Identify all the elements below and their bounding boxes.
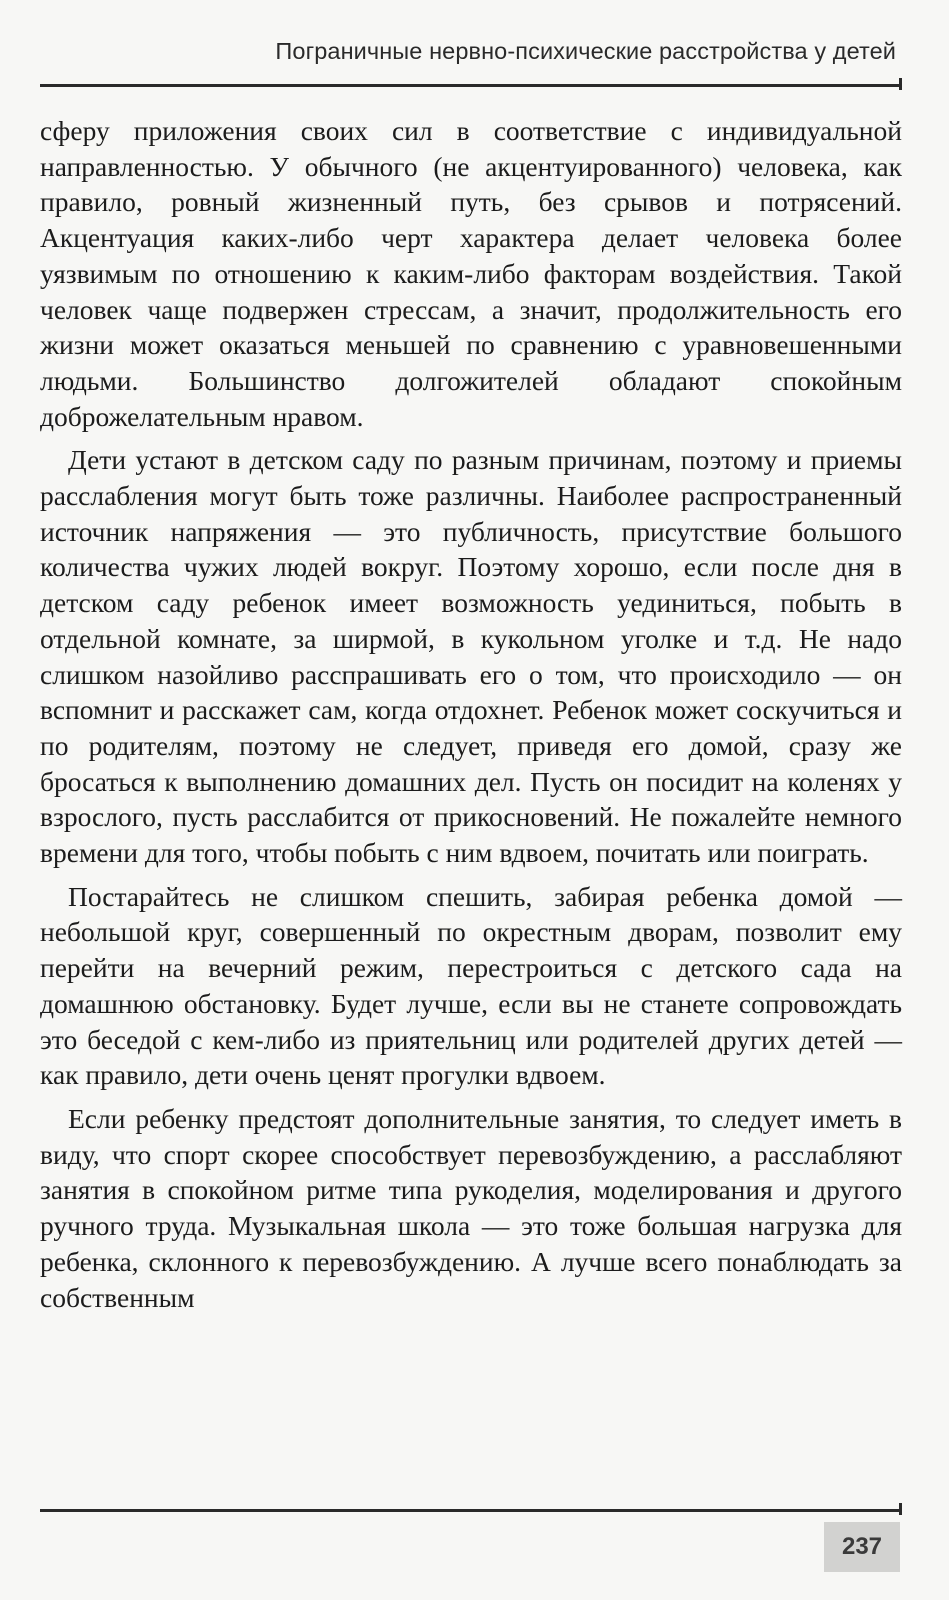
page-number: 237: [841, 1533, 883, 1560]
header-rule: [40, 84, 902, 87]
paragraph-3: Постарайтесь не слишком спешить, забирая ребенка домой — небольшой круг, совершенный по окрестным дворам, позволит ему перейти на вечерний режим, перестроиться с детского сада на домашнюю обстановку. Будет лучше, если вы не станете сопровождать это беседой с кем-либо из приятельниц или родителей других детей — как правило, дети очень ценят прогулки вдвоем.: [40, 880, 902, 1091]
paragraph-1: сферу приложения своих сил в соответствие с индивидуальной направленностью. У обычного (не акцентуированного) человека, как правило, ровный жизненный путь, без срывов и потрясений. Акцентуация каких-либо черт характера делает человека более уязвимым по отношению к каким-либо факторам воздействия. Такой человек чаще подвержен стрессам, а значит, продолжительность его жизни может оказаться меньшей по сравнению с уравновешенными людьми. Большинство долгожителей обладают спокойным доброжелательным нравом.: [40, 115, 902, 432]
header-rule-tick: [899, 78, 902, 90]
paragraph-2: Дети устают в детском саду по разным причинам, поэтому и приемы расслабления могут быть тоже различны. Наиболее распространенный источник напряжения — это публичность, присутствие большого количества чужих людей вокруг. Поэтому хорошо, если после дня в детском саду ребенок имеет возможность уединиться, побыть в отдельной комнате, за ширмой, в кукольном уголке и т.д. Не надо слишком назойливо расспрашивать его о том, что происходило — он вспомнит и расскажет сам, когда отдохнет. Ребенок может соскучиться и по родителям, поэтому не следует, приведя его домой, сразу же бросаться к выполнению домашних дел. Пусть он посидит на коленях у взрослого, пусть расслабится от прикосновений. Не пожалейте немного времени для того, чтобы побыть с ним вдвоем, почитать или поиграть.: [40, 444, 902, 869]
paragraph-4: Если ребенку предстоят дополнительные занятия, то следует иметь в виду, что спорт скорее способствует перевозбуждению, а расслабляют занятия в спокойном ритме типа рукоделия, моделирования и другого ручного труда. Музыкальная школа — это тоже большая нагрузка для ребенка, склонного к перевозбуждению. А лучше всего понаблюдать за собственным: [40, 1102, 902, 1313]
footer-rule-tick: [899, 1503, 902, 1515]
body-text: [40, 113, 902, 1315]
page-number-box: [824, 1522, 900, 1572]
running-header: Пограничные нервно-психические расстройства у детей: [275, 38, 896, 64]
footer-rule: [40, 1509, 902, 1512]
